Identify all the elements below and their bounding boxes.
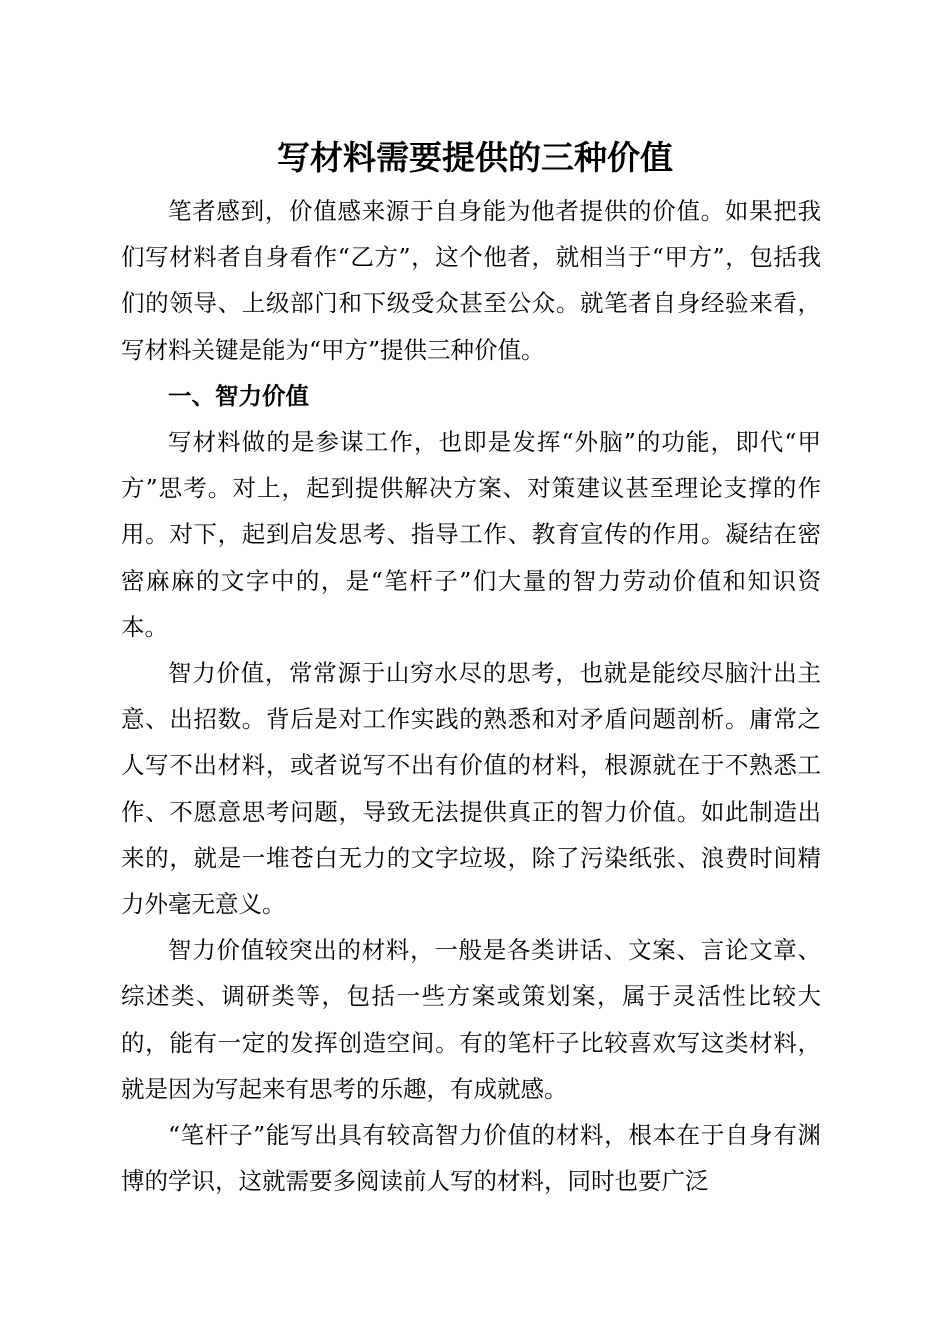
document-title: 写材料需要提供的三种价值 bbox=[277, 138, 673, 177]
paragraph-intellectual-value-source: 智力价值，常常源于山穷水尽的思考，也就是能绞尽脑汁出主意、出招数。背后是对工作实践的熟悉和对矛盾问题剖析。庸常之人写不出材料，或者说写不出有价值的材料，根源就在于不熟悉工作、不愿意思考问题，导致无法提供真正的智力价值。如此制造出来的，就是一堆苍白无力的文字垃圾，除了污染纸张、浪费时间精力外毫无意义。 bbox=[121, 659, 821, 919]
paragraph-learning: “笔杆子”能写出具有较高智力价值的材料，根本在于自身有渊博的学识，这就需要多阅读前人写的材料，同时也要广泛 bbox=[121, 1121, 821, 1196]
section-heading-intellectual-value: 一、智力价值 bbox=[168, 381, 309, 410]
paragraph-staff-work: 写材料做的是参谋工作，也即是发挥“外脑”的功能，即代“甲方”思考。对上，起到提供解决方案、对策建议甚至理论支撑的作用。对下，起到启发思考、指导工作、教育宣传的作用。凝结在密密麻麻的文字中的，是“笔杆子”们大量的智力劳动价值和知识资本。 bbox=[121, 428, 821, 641]
paragraph-material-types: 智力价值较突出的材料，一般是各类讲话、文案、言论文章、综述类、调研类等，包括一些方案或策划案，属于灵活性比较大的，能有一定的发挥创造空间。有的笔杆子比较喜欢写这类材料，就是因为写起来有思考的乐趣，有成就感。 bbox=[121, 936, 821, 1103]
paragraph-intro: 笔者感到，价值感来源于自身能为他者提供的价值。如果把我们写材料者自身看作“乙方”，这个他者，就相当于“甲方”，包括我们的领导、上级部门和下级受众甚至公众。就笔者自身经验来看，写材料关键是能为“甲方”提供三种价值。 bbox=[121, 197, 821, 364]
document-body bbox=[121, 188, 821, 1204]
